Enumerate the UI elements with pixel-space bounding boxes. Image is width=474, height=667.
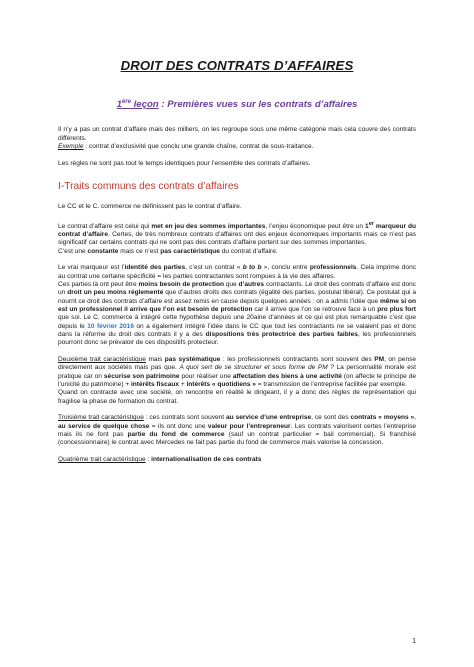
cc-paragraph: Le CC et le C. commerce ne définissent pas le contrat d’affaire. <box>58 202 242 210</box>
quatrieme-trait-paragraph: Quatrième trait caractéristique : internationalisation de ces contrats <box>58 456 262 464</box>
date-highlight: 10 février 2016 <box>87 322 134 330</box>
vrai-marqueur-paragraph: Le vrai marqueur est l’identité des parties, c’est un contrat « b to b », conclu entre professionnels. Cela imprime donc au contrat une certaine spécificité = les parties contractantes sont rompues à la vie des affaires. <box>58 264 416 280</box>
section-heading: I-Traits communs des contrats d’affaires <box>58 180 239 192</box>
deuxieme-trait-paragraph: Deuxième trait caractéristique mais pas systématique : les professionnels contractants sont souvent des PM, on pense directement aux sociétés mais pas que. A quoi sert de se structurer et sous forme de PM ? La personnalité morale est pratique car on sécurise son patrimoine pour réaliser une affectation des biens à une activité (on affecte le principe de l’unicité du patrimoine) + intérêts fiscaux + intérêts « quotidiens » = transmission de l’entreprise facilitée par exemple. <box>58 356 416 389</box>
troisieme-trait-paragraph: Troisième trait caractéristique : ces contrats sont souvent au service d’une entreprise, ce sont des contrats « moyens », au service de quelque chose = ils ont donc une valeur pour l’entrepreneur. Les contrats valorisent certes l’entreprise mais ils ne font pas partie du fond de commerce (sauf un contrat particulier = bail commercial). Si franchisé (concessionnaire) le contrat avec Mercedes ne fait pas partie du fond de commerce mais valorise la concession. <box>58 414 417 447</box>
parties-paragraph: Ces parties là ont peut être moins besoin de protection que d’autres contractants. Le droit des contrats d’affaire est donc un droit un peu moins réglementé que d’autres droits des contrats (égalité des parties, postulat libéral). Ce postulat qui a nourrit ce droit des contrats d’affaire est assez remis en cause depuis quelques années : on a admis l’idée que même si on est un professionnel il arrive que l’on est besoin de protection car il arrive que l’on se retrouve face à un pro plus fort que soi. Le C. commerce à intégré cette hypothèse depuis une 20aine d’années et ce qui est plus remarquable c’est que depuis le 10 février 2016 on a également intégré l’idée dans le CC que tout les contractants ne se valaient pas et donc dans la réforme du droit des contrats il y a des dispositions très protectrice des parties faibles, les professionnels pourront donc se prévaloir de ces dispositifs protecteur. <box>58 281 417 347</box>
document-title: DROIT DES CONTRATS D’AFFAIRES <box>120 58 354 73</box>
societe-paragraph: Quand on contracte avec une société, on rencontre en réalité le dirigeant, il y a donc des règles de représentation qui fragilise la phase de formation du contrat. <box>58 389 416 405</box>
lesson-subtitle: 1ère leçon : Premières vues sur les contrats d’affaires <box>116 99 358 111</box>
example-paragraph: Exemple : contrat d’exclusivité que conclu une grande chaîne, contrat de sous-traitance. <box>58 142 314 150</box>
intro-paragraph: Il n’y a pas un contrat d’affaire mais des milliers, on les regroupe sous une même catégorie mais cela couvre des contrats différents. <box>58 126 416 142</box>
rules-paragraph: Les règles ne sont pas tout le temps identiques pour l’ensemble des contrats d’affaires. <box>58 159 311 167</box>
constante-paragraph: C’est une constante mais ce n’est pas caractéristique du contrat d’affaire. <box>58 247 278 255</box>
definition-paragraph: Le contrat d’affaire est celui qui met en jeu des sommes importantes, l’enjeu économique peut être un 1er marqueur du contrat d’affaire. Certes, de très nombreux contrats d’affaires ont des enjeux économiques importants mais ce n’est pas significatif car certains contrats qui ne sont pas des contrats d’affaire portent sur des sommes importantes. <box>58 220 417 247</box>
page-number: 1 <box>412 638 416 645</box>
